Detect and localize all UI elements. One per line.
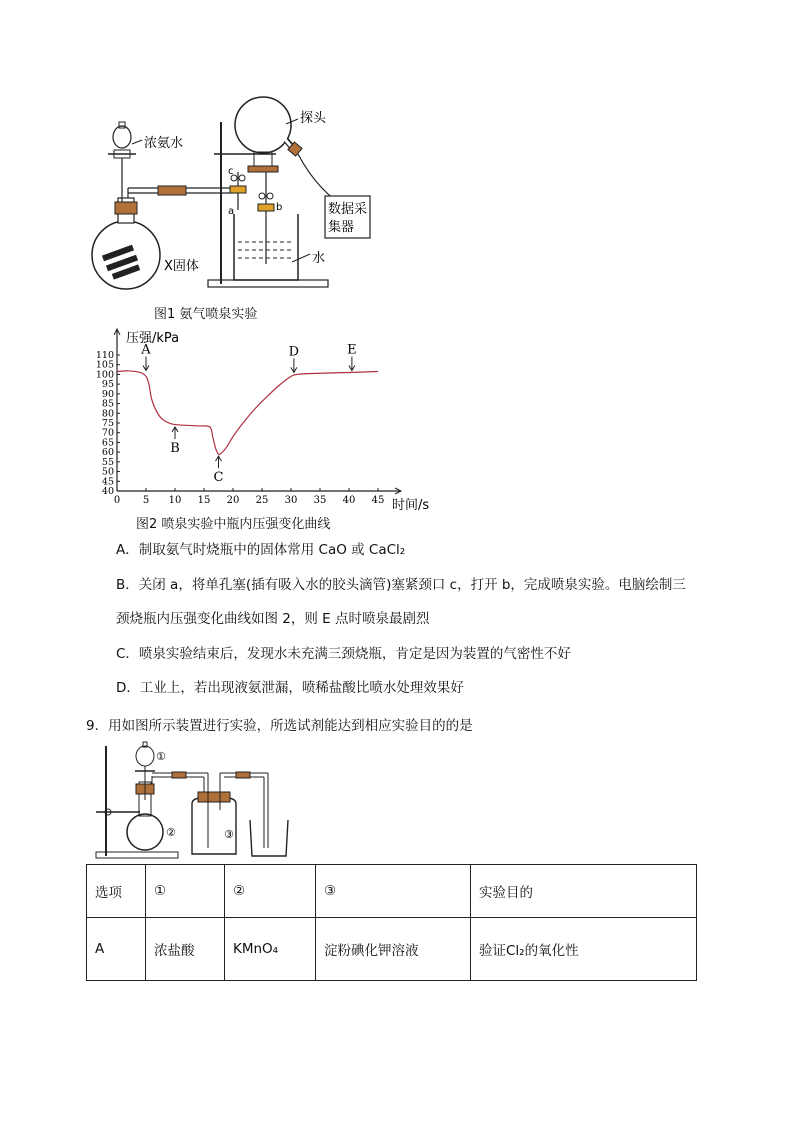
label-valve-c: c	[228, 166, 234, 177]
reagent-table	[86, 864, 697, 981]
cell-reagent-3: 淀粉碘化钾溶液	[316, 918, 471, 981]
option-c: C．喷泉实验结束后，发现水未充满三颈烧瓶，肯定是因为装置的气密性不好	[116, 646, 571, 662]
label-conc-ammonia: 浓氨水	[144, 136, 184, 151]
label-circle-2: ②	[166, 826, 176, 839]
chart-ticks	[96, 350, 385, 506]
y-tick-label: 105	[95, 359, 114, 371]
chart-annotations	[140, 342, 356, 485]
x-tick-label: 35	[313, 495, 327, 506]
annotation-label: D	[288, 344, 300, 360]
cell-reagent-2: KMnO₄	[225, 918, 316, 981]
gas-bottle	[192, 792, 236, 854]
connecting-tube	[128, 186, 233, 198]
chlorine-apparatus	[90, 740, 300, 864]
y-tick-label: 55	[101, 456, 114, 468]
pressure-curve	[117, 371, 378, 455]
label-valve-b: b	[276, 202, 283, 213]
x-tick-label: 0	[113, 495, 121, 506]
y-tick-label: 50	[101, 466, 114, 478]
x-tick-label: 40	[342, 495, 356, 506]
option-a: A．制取氨气时烧瓶中的固体常用 CaO 或 CaCl₂	[116, 542, 406, 558]
annotation-label: C	[213, 470, 224, 486]
y-tick-label: 75	[101, 418, 114, 429]
y-tick-label: 70	[101, 427, 114, 439]
fig2-caption: 图2 喷泉实验中瓶内压强变化曲线	[136, 517, 331, 532]
table-header-row	[87, 865, 697, 918]
label-x-solid: X固体	[164, 259, 199, 274]
x-tick-label: 20	[226, 495, 240, 506]
cell-option: A	[87, 918, 146, 981]
option-b-line1: B．关闭 a，将单孔塞(插有吸入水的胶头滴管)塞紧颈口 c，打开 b，完成喷泉实验。电脑绘制三	[116, 577, 686, 593]
label-circle-3: ③	[224, 828, 234, 841]
annotation-label: B	[170, 440, 180, 456]
label-water: 水	[312, 251, 326, 266]
dropping-funnel	[108, 122, 142, 202]
header-reagent-3: ③	[316, 865, 471, 918]
option-d: D．工业上，若出现液氨泄漏，喷稀盐酸比喷水处理效果好	[116, 680, 464, 696]
header-reagent-2: ②	[225, 865, 316, 918]
y-tick-label: 95	[101, 379, 114, 391]
label-probe: 探头	[300, 111, 327, 126]
y-axis-label: 压强/kPa	[126, 331, 180, 346]
annotation-label: A	[141, 342, 151, 358]
y-tick-label: 110	[95, 350, 114, 361]
x-tick-label: 5	[142, 495, 150, 506]
ammonia-fountain-apparatus	[88, 92, 388, 300]
y-tick-label: 90	[101, 388, 114, 400]
beaker-3	[250, 820, 288, 856]
beaker	[234, 214, 310, 280]
header-purpose: 实验目的	[471, 865, 697, 918]
label-collector-2: 集器	[328, 220, 355, 235]
cell-purpose: 验证Cl₂的氧化性	[471, 918, 697, 981]
option-b-line2: 颈烧瓶内压强变化曲线如图 2，则 E 点时喷泉最剧烈	[116, 611, 430, 627]
y-tick-label: 45	[101, 476, 114, 488]
label-collector-1: 数据采	[328, 202, 368, 217]
header-reagent-1: ①	[146, 865, 225, 918]
fig1-caption: 图1 氨气喷泉实验	[154, 307, 258, 322]
x-tick-label: 25	[255, 495, 269, 506]
x-axis-label: 时间/s	[392, 498, 430, 513]
y-tick-label: 60	[101, 447, 114, 459]
x-tick-label: 30	[284, 495, 298, 506]
annotation-label: E	[347, 342, 357, 358]
table-row	[87, 918, 697, 981]
round-flask-left	[92, 198, 160, 289]
header-option: 选项	[87, 865, 146, 918]
y-tick-label: 85	[101, 398, 114, 410]
y-tick-label: 65	[101, 437, 114, 449]
y-tick-label: 80	[101, 408, 114, 420]
x-tick-label: 10	[168, 495, 182, 506]
label-valve-a: a	[228, 206, 235, 217]
label-circle-1: ①	[156, 750, 166, 763]
question-9-stem: 9．用如图所示装置进行实验，所选试剂能达到相应实验目的的是	[86, 718, 473, 734]
cell-reagent-1: 浓盐酸	[146, 918, 225, 981]
y-tick-label: 100	[95, 369, 114, 381]
x-tick-label: 45	[371, 495, 385, 506]
pressure-chart	[88, 322, 448, 514]
x-tick-label: 15	[197, 495, 211, 506]
y-tick-label: 40	[101, 486, 114, 497]
